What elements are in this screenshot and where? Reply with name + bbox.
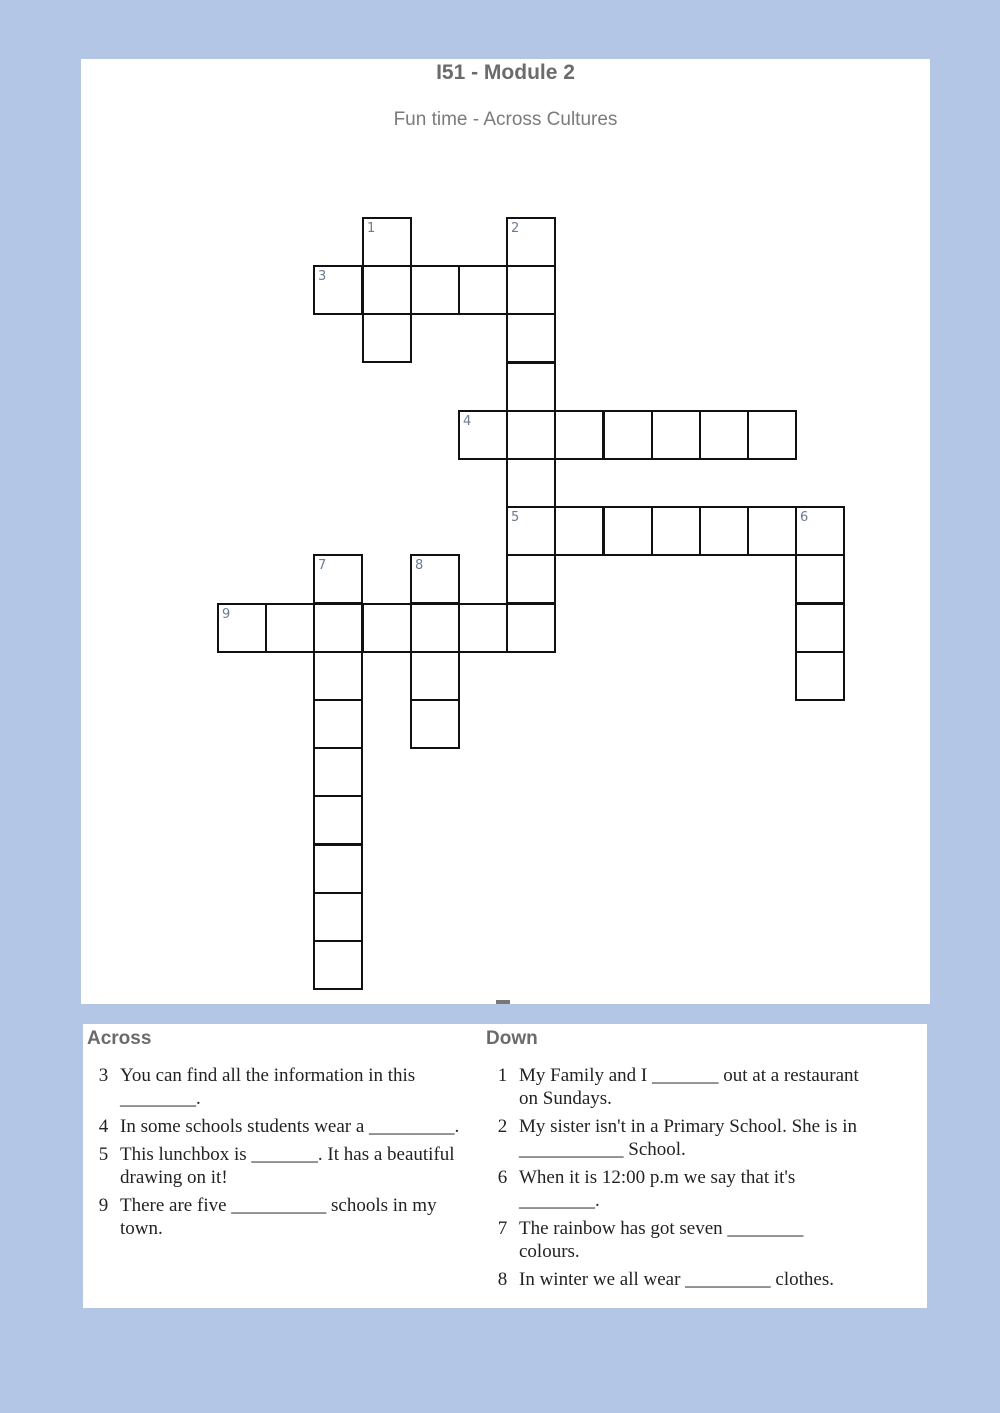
clue-text: My Family and I _______ out at a restaurant on Sundays. — [519, 1065, 859, 1109]
clue-number-label: 1 — [367, 221, 376, 236]
clue-number: 4 — [98, 1116, 109, 1137]
clue-number-label: 7 — [318, 558, 327, 573]
crossword-grid — [81, 59, 930, 1004]
crossword-cell[interactable] — [603, 506, 653, 556]
crossword-cell[interactable] — [699, 506, 749, 556]
clue-number-label: 3 — [318, 269, 327, 284]
clue-down-7 — [486, 1217, 866, 1263]
crossword-cell[interactable] — [313, 699, 363, 749]
clue-text: In winter we all wear _________ clothes. — [519, 1269, 834, 1290]
crossword-cell[interactable] — [410, 699, 460, 749]
crossword-cell[interactable] — [313, 844, 363, 894]
crossword-cell[interactable] — [506, 603, 556, 653]
crossword-cell[interactable] — [410, 265, 460, 315]
crossword-cell[interactable] — [699, 410, 749, 460]
crossword-cell[interactable] — [362, 265, 412, 315]
crossword-cell[interactable] — [554, 506, 604, 556]
crossword-cell[interactable] — [362, 313, 412, 363]
clue-across-5 — [87, 1143, 467, 1189]
clue-across-3 — [87, 1064, 467, 1110]
crossword-cell[interactable] — [313, 940, 363, 990]
clue-number: 6 — [497, 1167, 508, 1188]
crossword-cell[interactable] — [458, 265, 508, 315]
crossword-cell[interactable] — [313, 892, 363, 942]
crossword-cell[interactable] — [313, 651, 363, 701]
crossword-cell[interactable] — [651, 410, 701, 460]
crossword-cell[interactable] — [506, 458, 556, 508]
clue-across-9 — [87, 1194, 467, 1240]
crossword-cell[interactable] — [313, 747, 363, 797]
scroll-marker — [496, 1000, 510, 1004]
crossword-cell[interactable] — [362, 217, 412, 267]
crossword-cell[interactable] — [313, 265, 363, 315]
clue-down-8 — [486, 1268, 866, 1291]
clue-text: There are five __________ schools in my town. — [120, 1195, 437, 1239]
crossword-cell[interactable] — [554, 410, 604, 460]
crossword-cell[interactable] — [506, 506, 556, 556]
clue-text: My sister isn't in a Primary School. She is in ___________ School. — [519, 1116, 858, 1160]
crossword-cell[interactable] — [458, 410, 508, 460]
crossword-cell[interactable] — [313, 795, 363, 845]
clue-number-label: 8 — [415, 558, 424, 573]
crossword-cell[interactable] — [506, 265, 556, 315]
clues-panel — [83, 1024, 927, 1308]
crossword-cell[interactable] — [313, 603, 363, 653]
crossword-cell[interactable] — [313, 554, 363, 604]
crossword-cell[interactable] — [506, 554, 556, 604]
crossword-cell[interactable] — [651, 506, 701, 556]
page-subtitle: Fun time - Across Cultures — [393, 109, 618, 130]
clue-number: 9 — [98, 1195, 109, 1216]
clue-text: This lunchbox is _______. It has a beautiful drawing on it! — [120, 1144, 455, 1188]
worksheet — [81, 59, 930, 1004]
clue-number: 7 — [497, 1218, 508, 1239]
clue-number-label: 9 — [222, 607, 231, 622]
clue-number: 5 — [98, 1144, 109, 1165]
clue-text: When it is 12:00 p.m we say that it's ________. — [519, 1167, 796, 1211]
clue-number-label: 5 — [511, 510, 520, 525]
crossword-cell[interactable] — [795, 603, 845, 653]
crossword-cell[interactable] — [410, 603, 460, 653]
crossword-cell[interactable] — [506, 217, 556, 267]
clue-across-4 — [87, 1115, 467, 1138]
clue-number-label: 2 — [511, 221, 520, 236]
clue-number: 2 — [497, 1116, 508, 1137]
crossword-cell[interactable] — [795, 651, 845, 701]
clue-down-1 — [486, 1064, 866, 1110]
crossword-cell[interactable] — [603, 410, 653, 460]
crossword-cell[interactable] — [458, 603, 508, 653]
crossword-cell[interactable] — [410, 651, 460, 701]
crossword-cell[interactable] — [747, 506, 797, 556]
crossword-cell[interactable] — [410, 554, 460, 604]
down-heading: Down — [486, 1028, 538, 1049]
crossword-cell[interactable] — [506, 313, 556, 363]
clue-number: 8 — [497, 1269, 508, 1290]
crossword-cell[interactable] — [265, 603, 315, 653]
crossword-cell[interactable] — [362, 603, 412, 653]
crossword-cell[interactable] — [506, 362, 556, 412]
clue-down-2 — [486, 1115, 866, 1161]
down-column — [486, 1024, 866, 1296]
crossword-cell[interactable] — [747, 410, 797, 460]
crossword-cell[interactable] — [795, 554, 845, 604]
clue-number: 1 — [497, 1065, 508, 1086]
crossword-cell[interactable] — [795, 506, 845, 556]
crossword-cell[interactable] — [506, 410, 556, 460]
clue-number-label: 6 — [800, 510, 809, 525]
crossword-cell[interactable] — [217, 603, 267, 653]
across-column — [87, 1024, 467, 1245]
clue-text: You can find all the information in this ________. — [120, 1065, 416, 1109]
clue-number-label: 4 — [463, 414, 472, 429]
across-heading: Across — [87, 1028, 152, 1049]
clue-down-6 — [486, 1166, 866, 1212]
clue-text: In some schools students wear a _________. — [120, 1116, 460, 1137]
clue-text: The rainbow has got seven ________ colours. — [519, 1218, 804, 1262]
clue-number: 3 — [98, 1065, 109, 1086]
page-title: I51 - Module 2 — [436, 61, 575, 84]
